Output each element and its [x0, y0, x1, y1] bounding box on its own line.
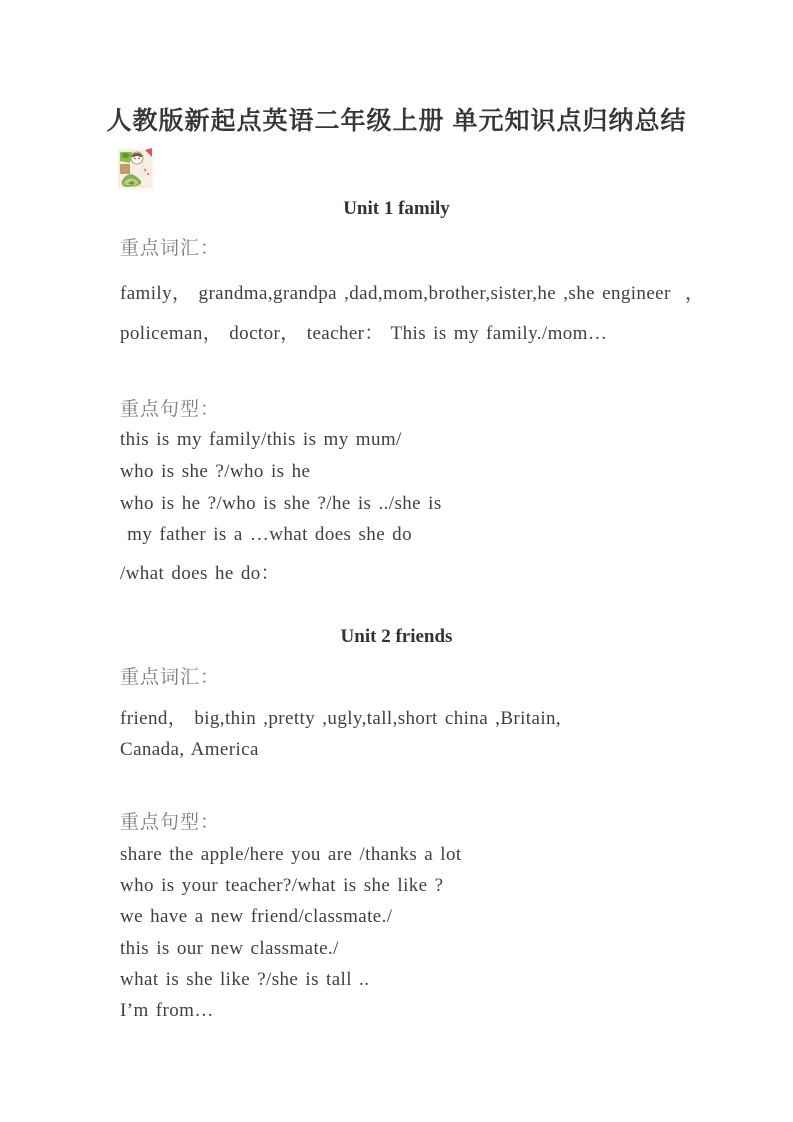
- unit1-sentences-label: 重点句型：: [120, 399, 221, 420]
- textbook-cover-icon: [118, 148, 154, 190]
- unit2-sentence-line: who is your teacher?/what is she like ?: [120, 875, 444, 896]
- document-title: 人教版新起点英语二年级上册 单元知识点归纳总结: [106, 107, 687, 135]
- unit2-sentence-line: share the apple/here you are /thanks a lot: [120, 844, 462, 865]
- unit1-sentence-line: /what does he do：: [120, 563, 281, 584]
- unit1-vocab-line: policeman， doctor， teacher： This is my family./mom…: [120, 323, 608, 344]
- unit1-vocab-label: 重点词汇：: [120, 238, 221, 259]
- unit2-vocab-line: Canada, America: [120, 739, 259, 760]
- unit1-heading: Unit 1 family: [343, 198, 450, 219]
- unit2-sentences-label: 重点句型：: [120, 812, 221, 833]
- unit1-sentence-line: who is she ?/who is he: [120, 461, 311, 482]
- unit2-vocab-line: friend， big,thin ,pretty ,ugly,tall,short china ,Britain,: [120, 708, 562, 729]
- unit2-sentence-line: I’m from…: [120, 1000, 214, 1021]
- unit2-sentence-line: this is our new classmate./: [120, 938, 339, 959]
- unit2-sentence-line: we have a new friend/classmate./: [120, 906, 393, 927]
- unit2-sentence-line: what is she like ?/she is tall ..: [120, 969, 370, 990]
- unit1-sentence-line: who is he ?/who is she ?/he is ../she is: [120, 493, 442, 514]
- unit1-sentence-line: this is my family/this is my mum/: [120, 429, 402, 450]
- unit1-vocab-line: family， grandma,grandpa ,dad,mom,brother,sister,he ,she engineer ，: [120, 283, 705, 304]
- unit2-vocab-label: 重点词汇：: [120, 667, 221, 688]
- unit1-sentence-line: my father is a …what does she do: [120, 524, 412, 545]
- unit2-heading: Unit 2 friends: [340, 626, 453, 647]
- textbook-cover-image: [118, 148, 154, 190]
